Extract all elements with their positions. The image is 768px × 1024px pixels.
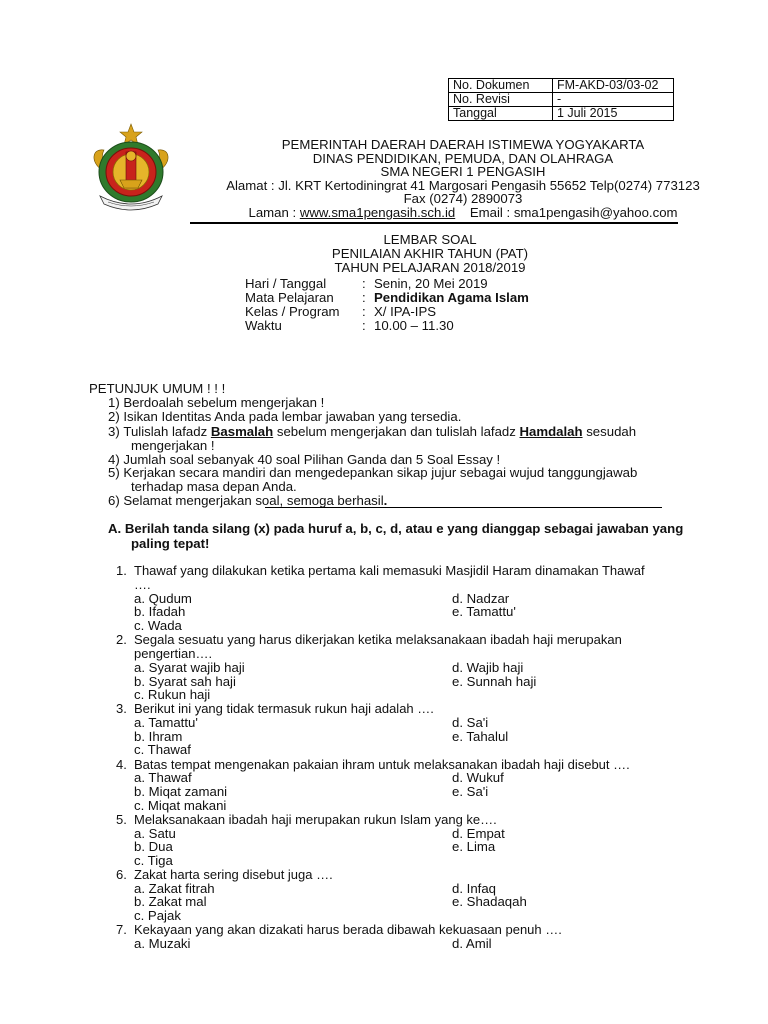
- doc-info-value: -: [553, 93, 674, 107]
- question-text-cont: ….: [134, 577, 151, 592]
- question-text: Berikut ini yang tidak termasuk rukun haji adalah ….: [134, 701, 434, 716]
- question-text: Batas tempat mengenakan pakaian ihram untuk melaksanakan ibadah haji disebut ….: [134, 757, 630, 772]
- option-e: e. Tahalul: [452, 729, 509, 744]
- option-c: c. Miqat makani: [134, 798, 227, 813]
- header-address: Alamat : Jl. KRT Kertodiningrat 41 Margosari Pengasih 55652 Telp(0274) 773123: [226, 178, 700, 193]
- info-value: 10.00 – 11.30: [374, 318, 454, 333]
- option-a: a. Zakat fitrah: [134, 881, 215, 896]
- question-text: Thawaf yang dilakukan ketika pertama kali memasuki Masjidil Haram dinamakan Thawaf: [134, 563, 645, 578]
- option-d: d. Infaq: [452, 881, 496, 896]
- option-d: d. Nadzar: [452, 591, 510, 606]
- question-text: Segala sesuatu yang harus dikerjakan ketika melaksanakaan ibadah haji merupakan: [134, 632, 622, 647]
- instruction-item: 4) Jumlah soal sebanyak 40 soal Pilihan Ganda dan 5 Soal Essay !: [108, 452, 501, 467]
- instructions-divider: [265, 507, 662, 508]
- question-number: 4.: [116, 757, 127, 772]
- doc-info-row: [449, 79, 674, 93]
- info-value: Senin, 20 Mei 2019: [374, 276, 488, 291]
- info-value: Pendidikan Agama Islam: [374, 290, 529, 305]
- academic-year: TAHUN PELAJARAN 2018/2019: [334, 260, 526, 275]
- info-label: Waktu: [245, 318, 282, 333]
- section-a-instruction-cont: paling tepat!: [131, 536, 210, 551]
- header-government: PEMERINTAH DAERAH DAERAH ISTIMEWA YOGYAKARTA: [281, 137, 645, 152]
- question-number: 1.: [116, 563, 127, 578]
- question-number: 5.: [116, 812, 127, 827]
- header-contact: [183, 205, 743, 220]
- instruction-item: 1) Berdoalah sebelum mengerjakan !: [108, 395, 325, 410]
- option-e: e. Lima: [452, 839, 496, 854]
- doc-info-label: Tanggal: [449, 107, 553, 121]
- doc-info-value: 1 Juli 2015: [553, 107, 674, 121]
- header-school-name: SMA NEGERI 1 PENGASIH: [380, 164, 546, 179]
- option-a: a. Tamattu': [134, 715, 198, 730]
- option-b: b. Ihram: [134, 729, 183, 744]
- doc-info-label: No. Dokumen: [449, 79, 553, 93]
- email-text: Email : sma1pengasih@yahoo.com: [469, 205, 678, 220]
- web-label: Laman :: [248, 205, 300, 220]
- instruction-item: 6) Selamat mengerjakan soal, semoga berhasil.: [108, 493, 388, 508]
- question-number: 3.: [116, 701, 127, 716]
- option-a: a. Qudum: [134, 591, 192, 606]
- option-e: e. Sunnah haji: [452, 674, 537, 689]
- option-e: e. Shadaqah: [452, 894, 527, 909]
- question-text: Melaksanakaan ibadah haji merupakan rukun Islam yang ke….: [134, 812, 497, 827]
- basmalah-term: Basmalah: [210, 424, 274, 439]
- header-agency: DINAS PENDIDIKAN, PEMUDA, DAN OLAHRAGA: [312, 151, 614, 166]
- yogyakarta-emblem-logo: [84, 122, 178, 214]
- option-b: b. Miqat zamani: [134, 784, 228, 799]
- header-fax: Fax (0274) 2890073: [403, 191, 523, 206]
- question-number: 2.: [116, 632, 127, 647]
- option-d: d. Sa'i: [452, 715, 489, 730]
- option-d: d. Amil: [452, 936, 492, 951]
- doc-info-row: [449, 107, 674, 121]
- doc-info-label: No. Revisi: [449, 93, 553, 107]
- section-a-instruction: A. Berilah tanda silang (x) pada huruf a, b, c, d, atau e yang dianggap sebagai jawaban yang: [108, 521, 684, 536]
- info-value: X/ IPA-IPS: [374, 304, 437, 319]
- question-text-cont: pengertian….: [134, 646, 213, 661]
- instruction-item: 3) Tulislah lafadz Basmalah sebelum mengerjakan dan tulislah lafadz Hamdalah sesudah: [108, 424, 637, 439]
- option-c: c. Tiga: [134, 853, 173, 868]
- option-d: d. Empat: [452, 826, 505, 841]
- option-c: c. Thawaf: [134, 742, 191, 757]
- option-b: b. Zakat mal: [134, 894, 207, 909]
- question-text: Zakat harta sering disebut juga ….: [134, 867, 333, 882]
- website-link[interactable]: www.sma1pengasih.sch.id: [299, 205, 456, 220]
- option-c: c. Rukun haji: [134, 687, 211, 702]
- instruction-item: 2) Isikan Identitas Anda pada lembar jawaban yang tersedia.: [108, 409, 462, 424]
- option-c: c. Pajak: [134, 908, 181, 923]
- question-number: 6.: [116, 867, 127, 882]
- option-a: a. Syarat wajib haji: [134, 660, 245, 675]
- instructions-heading: PETUNJUK UMUM ! ! !: [89, 381, 226, 396]
- option-a: a. Thawaf: [134, 770, 192, 785]
- hamdalah-term: Hamdalah: [519, 424, 583, 439]
- option-a: a. Muzaki: [134, 936, 191, 951]
- option-c: c. Wada: [134, 618, 182, 633]
- option-e: e. Tamattu': [452, 604, 516, 619]
- option-b: b. Dua: [134, 839, 173, 854]
- option-b: b. Syarat sah haji: [134, 674, 236, 689]
- exam-name: PENILAIAN AKHIR TAHUN (PAT): [331, 246, 529, 261]
- info-label: Kelas / Program: [245, 304, 340, 319]
- question-text: Kekayaan yang akan dizakati harus berada dibawah kekuasaan penuh ….: [134, 922, 562, 937]
- instruction-item-cont: terhadap masa depan Anda.: [131, 479, 297, 494]
- document-info-table: [448, 78, 674, 121]
- option-d: d. Wajib haji: [452, 660, 524, 675]
- option-d: d. Wukuf: [452, 770, 504, 785]
- option-b: b. Ifadah: [134, 604, 186, 619]
- doc-info-row: [449, 93, 674, 107]
- option-e: e. Sa'i: [452, 784, 489, 799]
- doc-title: LEMBAR SOAL: [383, 232, 477, 247]
- info-label: Hari / Tanggal: [245, 276, 327, 291]
- doc-info-value: FM-AKD-03/03-02: [553, 79, 674, 93]
- option-a: a. Satu: [134, 826, 176, 841]
- info-label: Mata Pelajaran: [245, 290, 334, 305]
- instruction-item-cont: mengerjakan !: [131, 438, 215, 453]
- header-divider: [190, 222, 678, 224]
- instruction-item: 5) Kerjakan secara mandiri dan mengedepankan sikap jujur sebagai wujud tanggungjawab: [108, 465, 638, 480]
- question-number: 7.: [116, 922, 127, 937]
